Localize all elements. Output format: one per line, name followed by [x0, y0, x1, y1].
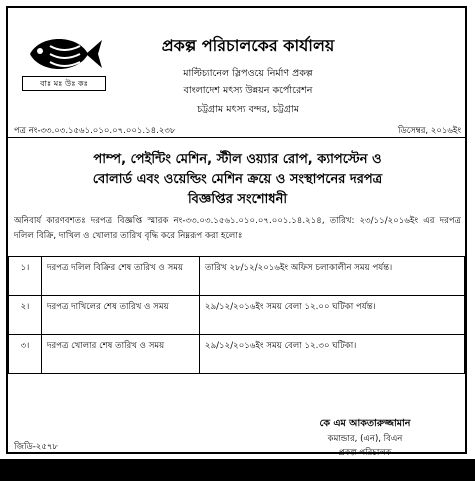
row-item: দরপত্র খোলার শেষ তারিখ ও সময়	[42, 335, 200, 374]
ref-code: জিডি-২৫৭৮	[14, 442, 58, 452]
signatory-name: কে এম আকতারুজ্জামান	[319, 418, 411, 429]
fish-logo	[24, 32, 104, 76]
office-address: চট্টগ্রাম মৎস্য বন্দর, চট্টগ্রাম	[196, 104, 300, 115]
row-number: ২।	[9, 296, 42, 335]
logo-label: বাঃ মঃ উঃ কঃ	[22, 76, 106, 91]
signatory-rank: কমান্ডার, (এন), বিএন	[327, 434, 403, 444]
signatory-designation: প্রকল্প পরিচালক	[338, 448, 392, 458]
row-item: দরপত্র দলিল বিক্রির শেষ তারিখ ও সময়	[42, 257, 200, 296]
table-row	[9, 257, 465, 296]
table-row	[9, 335, 465, 374]
divider	[8, 137, 465, 138]
notice-heading-line-3: বিজ্ঞপ্তির সংশোধনী	[187, 192, 288, 207]
notice-heading-line-1: পাম্প, পেইন্টিং মেশিন, স্টীল ওয়্যার রোপ, ক্যাপস্টেন ও	[93, 152, 382, 167]
table-row	[9, 296, 465, 335]
bottom-bar	[0, 459, 475, 481]
row-value: ২৯/১২/২০১৬ইং সময় বেলা ১২.৩০ ঘটিকা।	[200, 335, 465, 374]
memo-date: ডিসেম্বর, ২০১৬ইং	[398, 126, 461, 136]
row-value: তারিখ ২৮/১২/২০১৬ইং অফিস চলাকালীন সময় পর্যন্ত।	[200, 257, 465, 296]
memo-number: পত্র নং-৩৩.০৩.১৫৬১.০১০.০৭.০০১.১৪.২৩৮	[14, 126, 176, 136]
corporation-name: বাংলাদেশ মৎস্য উন্নয়ন কর্পোরেশন	[183, 85, 313, 96]
row-item: দরপত্র দাখিলের শেষ তারিখ ও সময়	[42, 296, 200, 335]
notice-heading-line-2: বোলার্ড এবং ওয়েল্ডিং মেশিন ক্রয়ে ও সংস্থাপনের দরপত্র	[92, 172, 383, 187]
row-number: ৩।	[9, 335, 42, 374]
schedule-table	[8, 256, 465, 374]
row-number: ১।	[9, 257, 42, 296]
row-value: ২৯/১২/২০১৬ইং সময় বেলা ১২.০০ ঘটিকা পর্যন্ত।	[200, 296, 465, 335]
notice-body: অনিবার্য কারণবশতঃ দরপত্র বিজ্ঞপ্তি স্মারক নং-৩৩.০৩.১৫৬১.০১০.০৭.০০১.১৪.২১৪, তারিখ: ২৩/১১/২০১৬ইং এর দরপত্র দলিল বিক্রি, দাখিল ও খোলার তারিখ বৃদ্ধি করে নিম্নরূপ করা হলোঃ	[14, 216, 461, 241]
office-title: প্রকল্প পরিচালকের কার্যালয়	[161, 36, 335, 55]
project-name: মাল্টিচ্যানেল স্লিপওয়ে নির্মাণ প্রকল্প	[183, 68, 313, 79]
